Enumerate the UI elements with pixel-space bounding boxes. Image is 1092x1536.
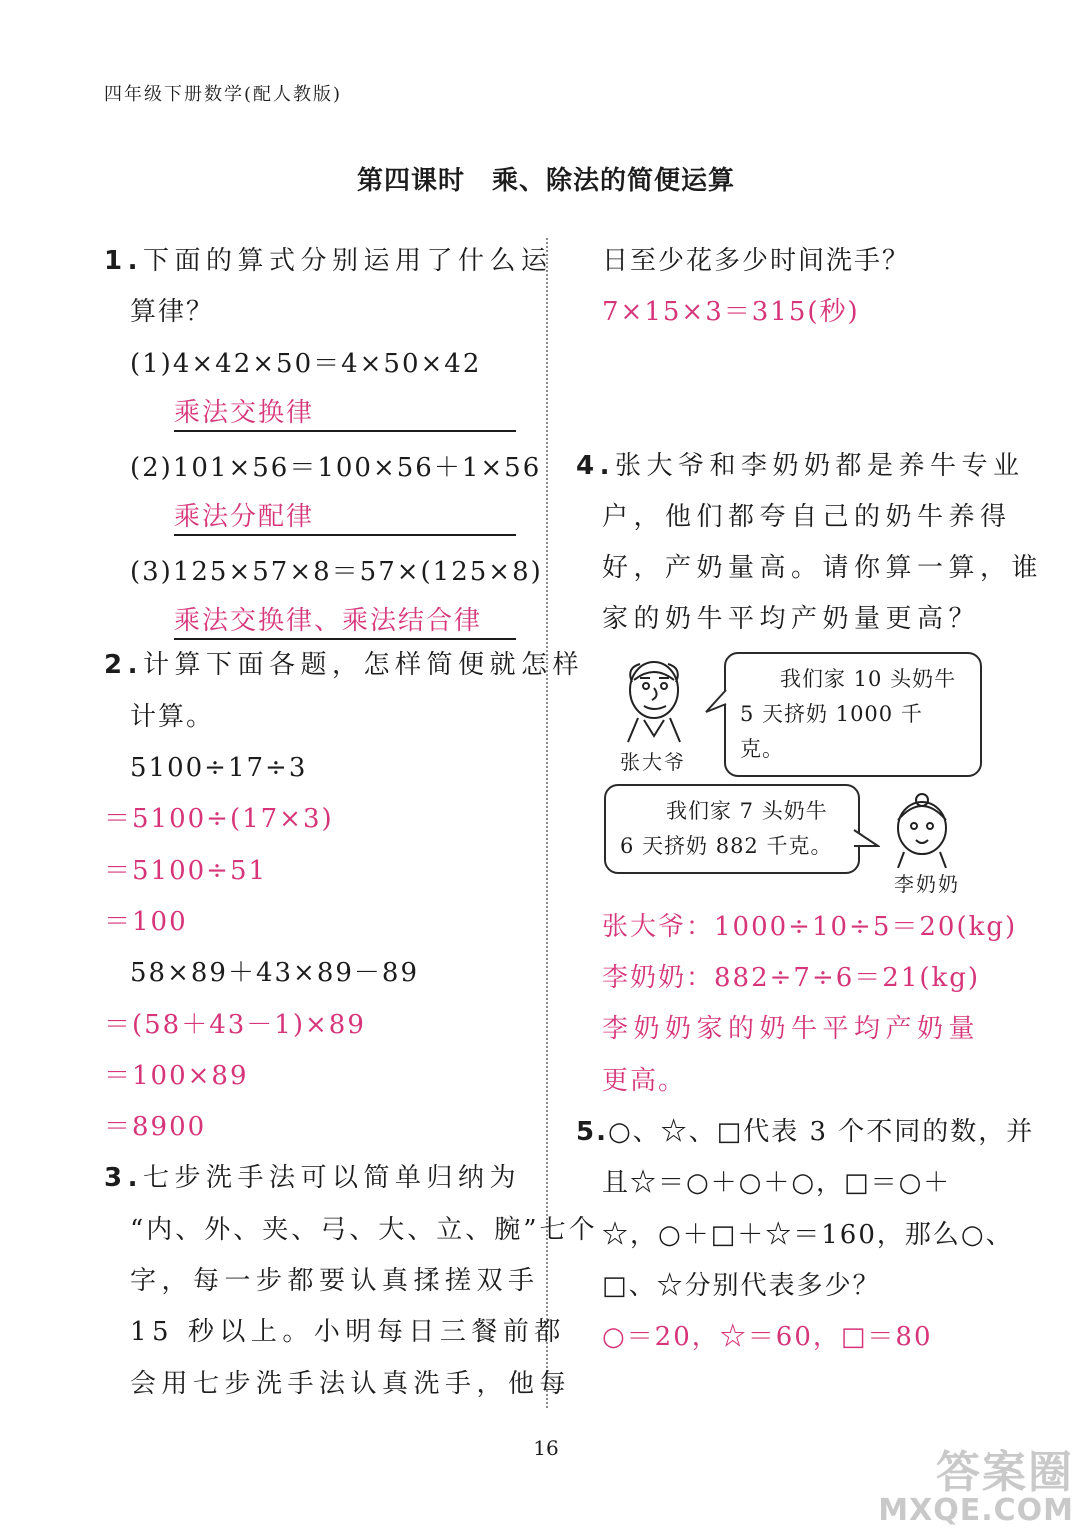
q4-answer: 张大爷：1000÷10÷5＝20(kg) [602, 911, 1018, 942]
q4-answer: 李奶奶：882÷7÷6＝21(kg) [602, 963, 981, 994]
q1-part-2: (2)101×56＝100×56＋1×56 [130, 452, 542, 483]
q2-stem-line [104, 640, 584, 691]
q5-line: 且☆＝○＋○＋○，□＝○＋ [602, 1168, 952, 1199]
grandma-speech-bubble [604, 784, 860, 874]
q5-line: □、☆分别代表多少？ [602, 1270, 881, 1301]
bubble-line: 我们家 7 头奶牛 [666, 798, 828, 823]
q2-step: ＝5100÷51 [104, 855, 268, 886]
grandma-name: 李奶奶 [894, 871, 960, 896]
q4-text: 张大爷和李奶奶都是养牛专业 [614, 450, 1025, 481]
q1-part-3: (3)125×57×8＝57×(125×8) [130, 557, 543, 588]
q4-answer: 李奶奶家的奶牛平均产奶量 [602, 1014, 981, 1045]
page-number: 16 [533, 1436, 559, 1460]
q3-line: 字，每一步都要认真揉搓双手 [130, 1266, 540, 1297]
q4-illustration [576, 646, 996, 902]
grandpa-speech-bubble [724, 652, 982, 777]
q5-number: 5. [576, 1116, 608, 1147]
q4-line [576, 441, 1025, 492]
lesson-title: 第四课时 乘、除法的简便运算 [356, 166, 735, 196]
q2-step: ＝(58＋43－1)×89 [104, 1009, 366, 1040]
watermark [878, 1447, 1074, 1528]
q4-number: 4. [576, 450, 615, 481]
q1-answer-1: 乘法交换律 [174, 390, 516, 432]
q3-answer-space [576, 339, 996, 441]
bubble-tail-icon [852, 826, 880, 856]
q4-line: 家的奶牛平均产奶量更高？ [602, 604, 981, 635]
q1-stem: 下面的算式分别运用了什么运 [142, 246, 553, 276]
q1-stem-line [104, 236, 553, 287]
q4-line: 好，产奶量高。请你算一算，谁 [602, 553, 1044, 584]
q3-number: 3. [104, 1163, 143, 1194]
q2-expression-1: 5100÷17÷3 [130, 753, 308, 784]
q3-answer: 7×15×3＝315(秒) [602, 297, 860, 328]
grandpa-zhang-icon [614, 652, 694, 744]
watermark-url: MXQE.COM [878, 1493, 1074, 1528]
bubble-tail-icon [704, 686, 728, 716]
grandpa-name: 张大爷 [620, 749, 686, 774]
left-column [104, 236, 598, 1410]
q5-line: ☆，○＋□＋☆＝160，那么○、 [602, 1219, 1014, 1250]
q3-continued: 日至少花多少时间洗手？ [602, 246, 911, 276]
q3-line [104, 1153, 520, 1204]
q2-expression-2: 58×89＋43×89－89 [130, 958, 419, 989]
q4-answer: 更高。 [602, 1065, 687, 1096]
book-header: 四年级下册数学(配人教版) [104, 84, 343, 105]
grandma-li-icon [882, 788, 962, 868]
q3-line: 15 秒以上。小明每日三餐前都 [130, 1317, 566, 1348]
q5-text: ○、☆、□代表 3 个不同的数，并 [607, 1116, 1035, 1147]
q2-step: ＝100×89 [104, 1060, 249, 1091]
q3-line: 会用七步洗手法认真洗手，他每 [130, 1368, 572, 1399]
q1-answer-3: 乘法交换律、乘法结合律 [174, 598, 516, 640]
watermark-logo: 答案圈 [936, 1447, 1074, 1498]
q3-text: 七步洗手法可以简单归纳为 [142, 1163, 521, 1194]
q2-stem-line-2: 计算。 [130, 701, 215, 732]
right-column [576, 236, 1044, 1363]
q3-line: “内、外、夹、弓、大、立、腕”七个 [130, 1214, 598, 1245]
q1-part-1: (1)4×42×50＝4×50×42 [130, 348, 482, 379]
q5-line [576, 1107, 1035, 1158]
q2-step: ＝8900 [104, 1112, 207, 1143]
q2-stem: 计算下面各题，怎样简便就怎样 [142, 650, 584, 681]
bubble-line: 我们家 10 头奶牛 [780, 666, 957, 691]
q4-line: 户，他们都夸自己的奶牛养得 [602, 501, 1012, 532]
q1-stem-line-2: 算律？ [130, 297, 215, 328]
q2-step: ＝5100÷(17×3) [104, 804, 334, 835]
bubble-line: 6 天挤奶 882 千克。 [620, 833, 833, 858]
q2-number: 2. [104, 650, 143, 681]
q2-step: ＝100 [104, 906, 188, 937]
bubble-line: 5 天挤奶 1000 千克。 [740, 701, 923, 761]
q1-number: 1. [104, 246, 143, 276]
q1-answer-2: 乘法分配律 [174, 494, 516, 536]
q5-answer: ○＝20，☆＝60，□＝80 [602, 1322, 933, 1353]
